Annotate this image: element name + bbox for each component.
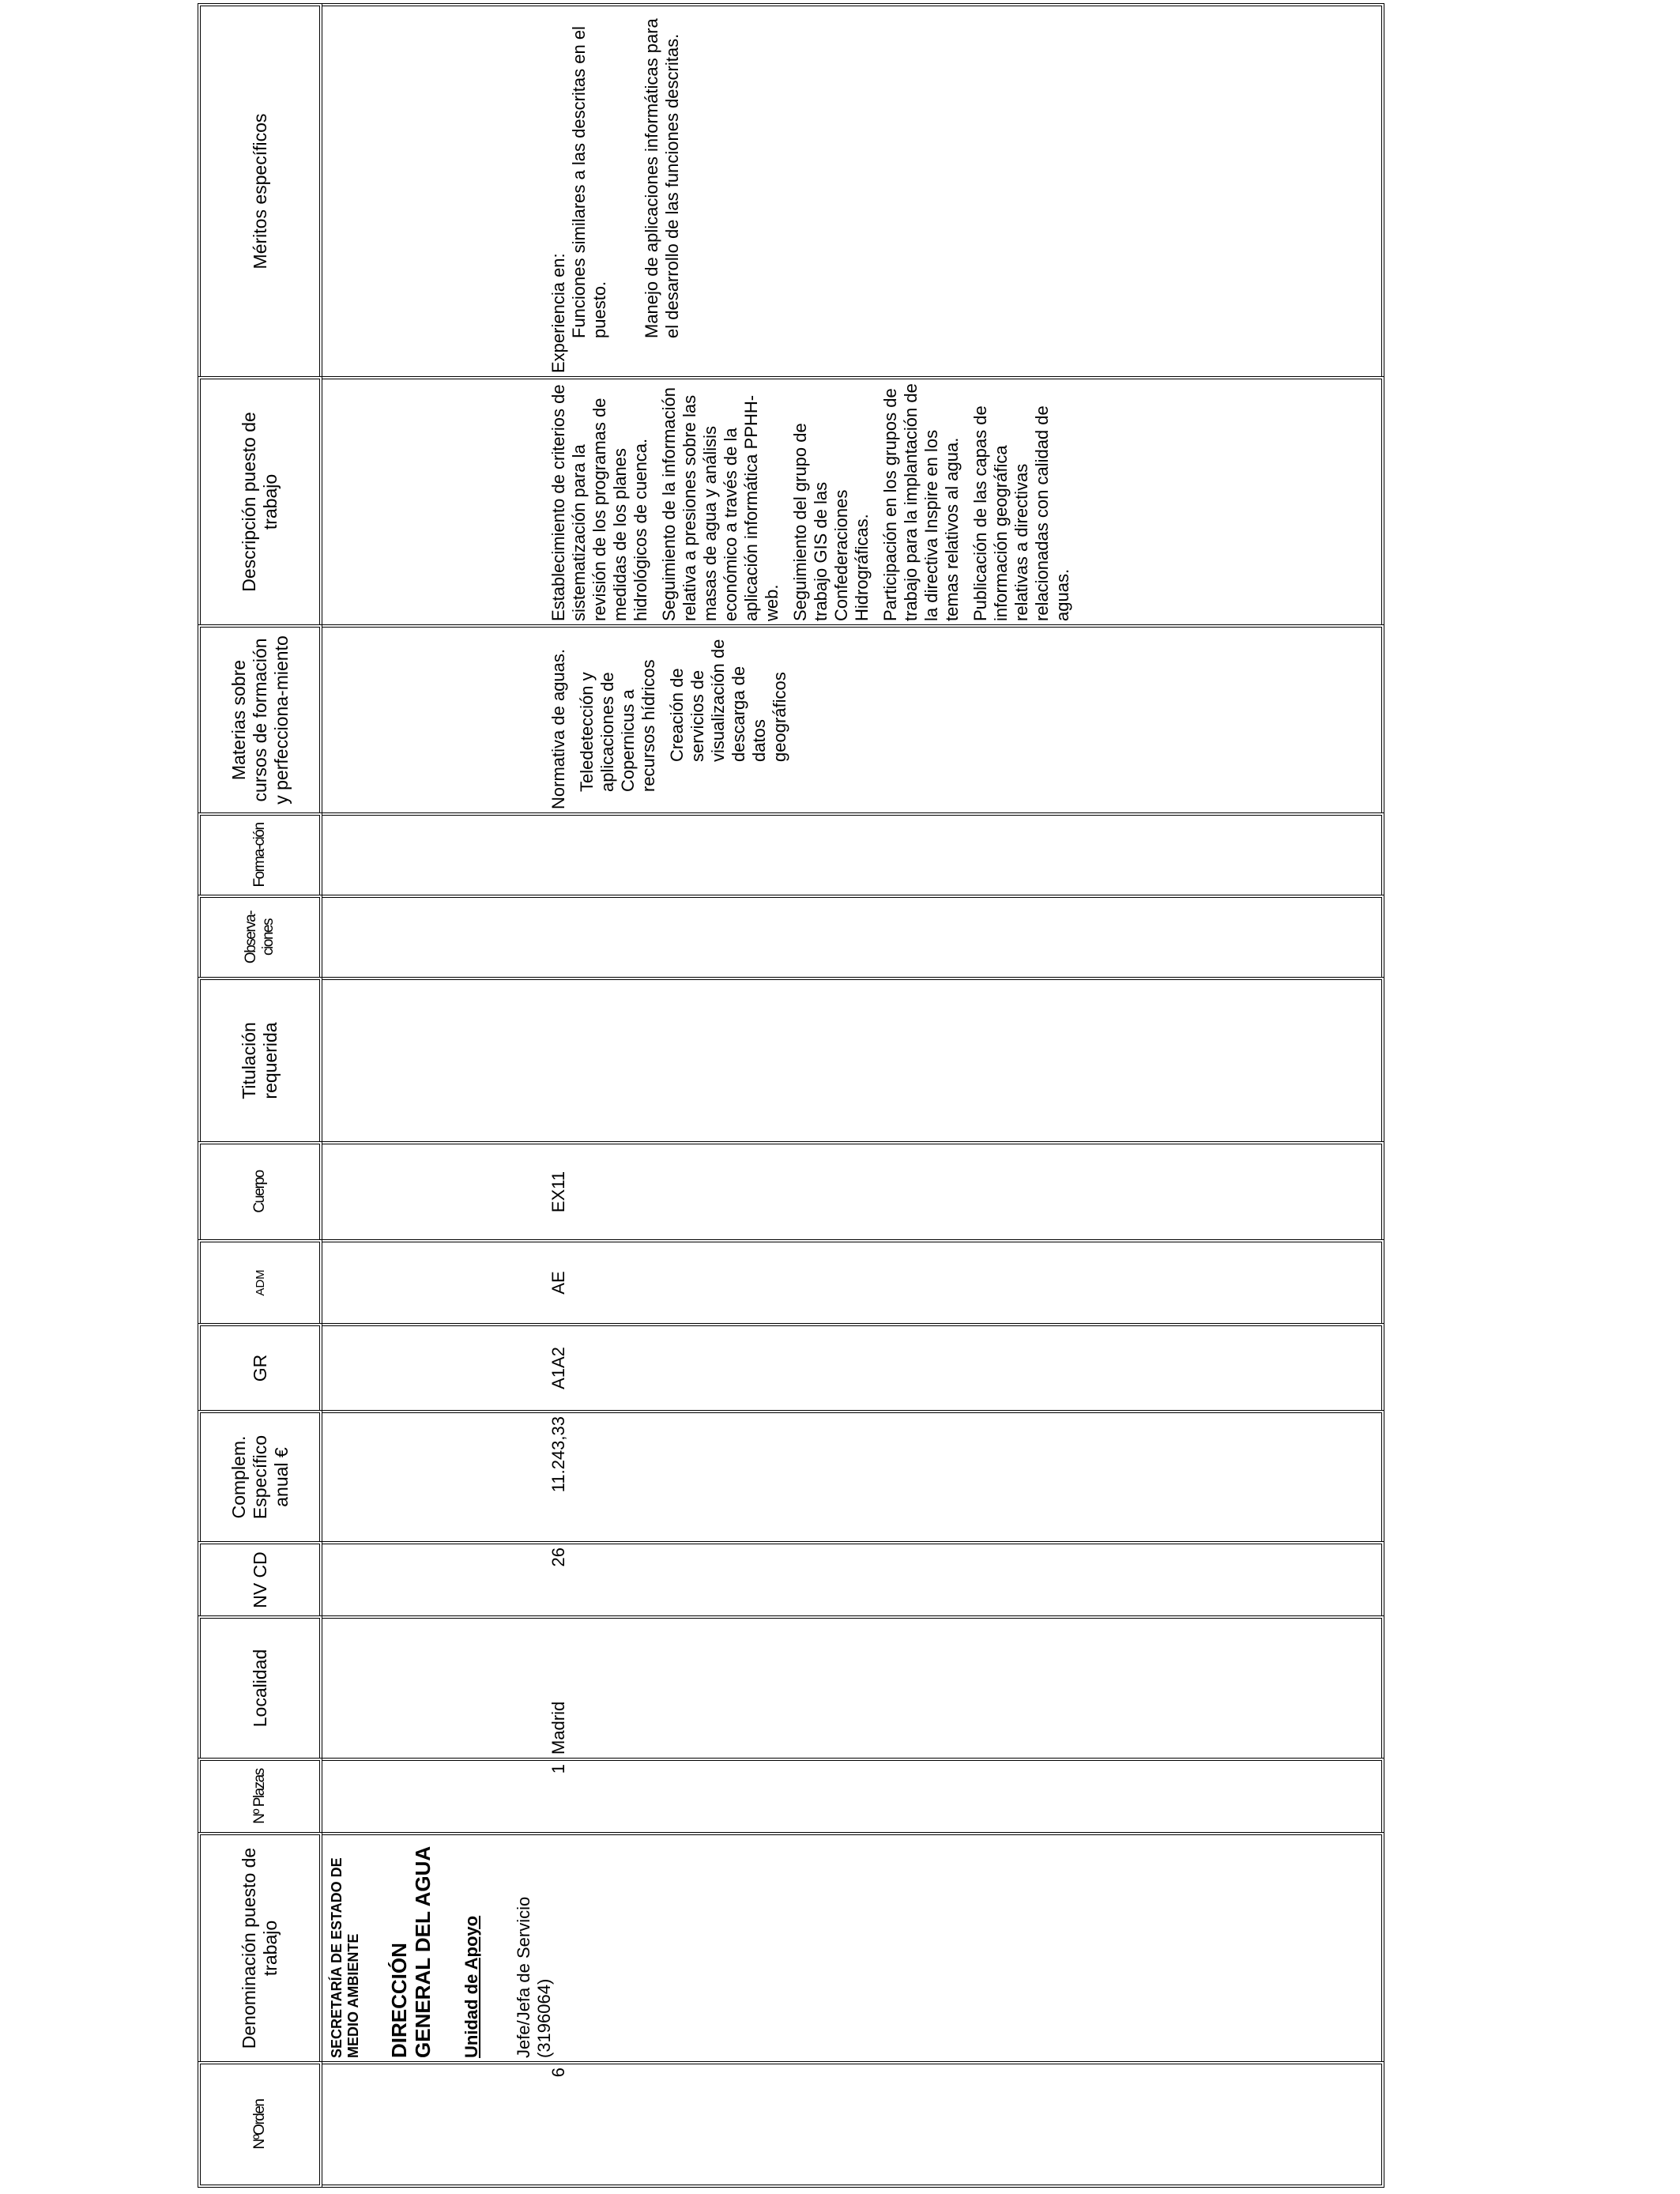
merito-item: Funciones similares a las descritas en el puesto. — [569, 26, 609, 338]
cell-complemento — [322, 1410, 1384, 1541]
puesto-value: Jefe/Jefa de Servicio (3196064) — [514, 1896, 554, 2058]
header-denominacion: Denominación puesto de trabajo — [198, 1832, 322, 2061]
nivel-value: 26 — [548, 1547, 568, 1567]
header-titulacion: Titulación requerida — [198, 977, 322, 1141]
header-materias: Materias sobre cursos de formación y perfecciona-miento — [198, 624, 322, 812]
localidad-value: Madrid — [548, 1701, 568, 1755]
cell-materias — [322, 624, 1384, 812]
cell-observaciones — [322, 895, 1384, 977]
plazas-value: 1 — [548, 1764, 568, 1774]
materia-item: Normativa de aguas. — [548, 649, 568, 809]
materia-item: Teledetección y aplicaciones de Copernicus a recursos hídricos — [577, 659, 658, 792]
descripcion-item: Participación en los grupos de trabajo para la implantación de la directiva Inspire en los temas relativos al agua. — [880, 383, 962, 621]
cell-meritos — [322, 3, 1384, 376]
cell-adm — [322, 1239, 1384, 1323]
cell-descripcion — [322, 376, 1384, 624]
header-localidad: Localidad — [198, 1615, 322, 1758]
materia-item: Creación de servicios de visualización de descarga de datos geográficos — [667, 639, 789, 762]
org-direccion: DIRECCIÓN GENERAL DEL AGUA — [387, 1845, 435, 2058]
cell-formacion — [322, 812, 1384, 895]
complemento-value: 11.243,33 — [548, 1416, 568, 1493]
descripcion-item: Publicación de las capas de información geográfica relativas a directivas relacionadas con calidad de aguas. — [970, 405, 1072, 621]
cell-grupo — [322, 1323, 1384, 1410]
header-formacion: Forma-ción — [198, 812, 322, 895]
table-row — [322, 3, 1384, 2188]
meritos-intro: Experiencia en: — [548, 253, 568, 373]
orden-value: 6 — [548, 2068, 568, 2078]
grupo-value: A1A2 — [548, 1347, 568, 1389]
header-observaciones: Observa-ciones — [198, 895, 322, 977]
cell-nivel — [322, 1541, 1384, 1615]
cell-plazas — [322, 1758, 1384, 1832]
header-row — [198, 3, 322, 2188]
adm-value: AE — [548, 1271, 568, 1295]
header-orden: NºOrden — [198, 2061, 322, 2188]
header-meritos: Méritos específicos — [198, 3, 322, 376]
merito-item: Manejo de aplicaciones informáticas para el desarrollo de las funciones descritas. — [642, 18, 682, 338]
org-secretaria: SECRETARÍA DE ESTADO DE MEDIO AMBIENTE — [329, 1857, 361, 2058]
job-positions-table — [198, 3, 1384, 2188]
descripcion-item: Establecimiento de criterios de sistematización para la revisión de los programas de medidas de los planes hidrológicos de cuenca. — [548, 384, 650, 621]
cuerpo-value: EX11 — [548, 1171, 568, 1213]
header-adm: ADM — [198, 1239, 322, 1323]
header-nivel: NV CD — [198, 1541, 322, 1615]
header-cuerpo: Cuerpo — [198, 1141, 322, 1239]
descripcion-item: Seguimiento de la información relativa a presiones sobre las masas de agua y análisis económico a través de la aplicación informática PPHH-web. — [659, 387, 782, 621]
cell-titulacion — [322, 977, 1384, 1141]
header-complemento: Complem. Específico anual € — [198, 1410, 322, 1541]
cell-denominacion — [322, 1832, 1384, 2061]
descripcion-item: Seguimiento del grupo de trabajo GIS de las Confederaciones Hidrográficas. — [790, 423, 872, 621]
cell-cuerpo — [322, 1141, 1384, 1239]
header-plazas: Nº Plazas — [198, 1758, 322, 1832]
org-unidad: Unidad de Apoyo — [461, 1915, 481, 2058]
cell-orden — [322, 2061, 1384, 2188]
header-grupo: GR — [198, 1323, 322, 1410]
header-descripcion: Descripción puesto de trabajo — [198, 376, 322, 624]
cell-localidad — [322, 1615, 1384, 1758]
